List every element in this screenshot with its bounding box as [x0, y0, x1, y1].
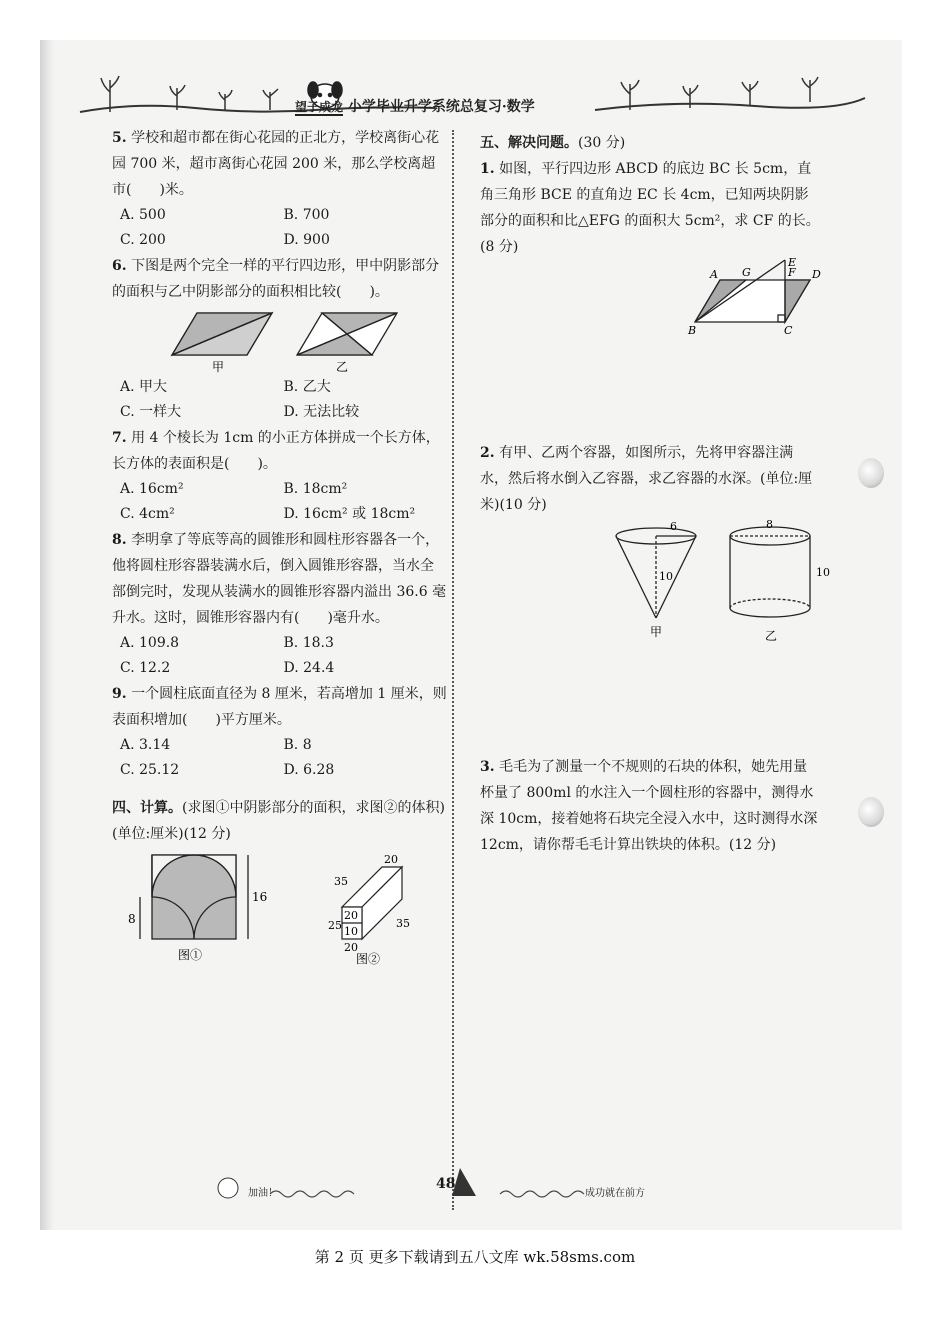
- question-text: 用 4 个棱长为 1cm 的小正方体拼成一个长方体，长方体的表面积是( )。: [112, 430, 440, 472]
- option: A. 109.8: [120, 635, 180, 651]
- problem-text: 如图，平行四边形 ABCD 的底边 BC 长 5cm，直角三角形 BCE 的直角边 EC 长 4cm，已知两块阴影部分的面积和比△EFG 的面积大 5cm²，求 CF 的长。(8 分): [480, 161, 820, 255]
- section-title: 五、解决问题。: [480, 135, 578, 151]
- point-D: D: [812, 268, 821, 281]
- question-text: 下图是两个完全一样的平行四边形，甲中阴影部分的面积与乙中阴影部分的面积相比较( )。: [112, 258, 440, 300]
- fig1-label: 图①: [178, 948, 203, 962]
- cylinder-diameter: 8: [766, 518, 773, 531]
- option: C. 25.12: [120, 762, 180, 778]
- option: A. 500: [120, 207, 166, 223]
- label-yi: 乙: [336, 360, 349, 374]
- option: A. 3.14: [120, 737, 171, 753]
- problem-2-figure: [480, 518, 830, 648]
- option: D. 24.4: [283, 660, 335, 676]
- question-9: 9. 一个圆柱底面直径为 8 厘米，若高增加 1 厘米，则表面积增加( )平方厘米。: [112, 686, 447, 728]
- fig2-dim: 20: [384, 853, 398, 866]
- footer-motto: 成功就在前方: [585, 1188, 645, 1199]
- problem-text: 有甲、乙两个容器，如图所示，先将甲容器注满水，然后将水倒入乙容器，求乙容器的水深。(单位:厘米)(10 分): [480, 445, 813, 513]
- point-G: G: [742, 266, 751, 279]
- fig2-dim: 10: [344, 925, 358, 938]
- brand-name: 望子成龙: [295, 100, 344, 114]
- option: B. 8: [283, 737, 312, 753]
- fig2-dim: 25: [328, 919, 342, 932]
- section-score: (30 分): [578, 135, 626, 151]
- question-8-options: [112, 631, 447, 681]
- page-number: 48: [436, 1176, 456, 1192]
- question-5-options: [112, 203, 447, 253]
- question-8: 8. 李明拿了等底等高的圆锥形和圆柱形容器各一个，他将圆柱形容器装满水后，倒入圆锥形容器，当水全部倒完时，发现从装满水的圆锥形容器内溢出 36.6 毫升水。这时，圆锥形容器内有( )毫升水。: [112, 532, 447, 626]
- parallelogram-yi: [297, 313, 397, 355]
- download-watermark: 第 2 页 更多下载请到五八文库 wk.58sms.com: [314, 1248, 636, 1266]
- question-text: 一个圆柱底面直径为 8 厘米，若高增加 1 厘米，则表面积增加( )平方厘米。: [112, 686, 447, 728]
- option: B. 700: [283, 207, 330, 223]
- fig2-dim: 35: [334, 875, 348, 888]
- option: C. 4cm²: [120, 506, 175, 522]
- question-6: 6. 下图是两个完全一样的平行四边形，甲中阴影部分的面积与乙中阴影部分的面积相比较( )。: [112, 258, 440, 300]
- label-jia: 甲: [212, 360, 225, 374]
- point-E: E: [788, 256, 797, 269]
- punch-hole: [858, 458, 884, 488]
- option: D. 900: [283, 232, 330, 248]
- question-text: 李明拿了等底等高的圆锥形和圆柱形容器各一个，他将圆柱形容器装满水后，倒入圆锥形容器，当水全部倒完时，发现从装满水的圆锥形容器内溢出 36.6 毫升水。这时，圆锥形容器内有( )毫升水。: [112, 532, 447, 626]
- question-text: 学校和超市都在街心花园的正北方，学校离街心花园 700 米，超市离街心花园 200 米，那么学校离超市( )米。: [112, 130, 440, 198]
- cone-radius: 6: [670, 520, 677, 533]
- option: B. 18cm²: [283, 481, 348, 497]
- calculation-figures: [112, 847, 447, 967]
- fig2-dim: 35: [396, 917, 410, 930]
- left-column: [112, 125, 447, 967]
- problem-text: 毛毛为了测量一个不规则的石块的体积，她先用量杯量了 800ml 的水注入一个圆柱形的容器中，测得水深 10cm，接着她将石块完全浸入水中，这时测得水深 12cm，请你帮毛毛计算出铁块的体积。(12 分): [480, 759, 818, 853]
- figure-1: [140, 855, 248, 939]
- parallelogram-figures: [112, 305, 447, 375]
- problem-3: 3. 毛毛为了测量一个不规则的石块的体积，她先用量杯量了 800ml 的水注入一个圆柱形的容器中，测得水深 10cm，接着她将石块完全浸入水中，这时测得水深 12cm，请你帮毛毛计算出铁块的体积。(12 分): [480, 759, 818, 853]
- cylinder-label: 乙: [765, 629, 778, 643]
- section-desc: (求图①中阴影部分的面积，求图②的体积)(单位:厘米)(12 分): [112, 800, 445, 842]
- option: B. 18.3: [283, 635, 334, 651]
- cone-jia: [616, 528, 696, 618]
- cone-height: 10: [659, 570, 673, 583]
- header-logo: [295, 96, 535, 116]
- option: A. 16cm²: [120, 481, 184, 497]
- option: D. 6.28: [283, 762, 335, 778]
- problem-1-figure: [480, 256, 821, 360]
- binding-edge: [40, 40, 54, 1230]
- parallelogram-jia: [172, 313, 272, 355]
- cone-label: 甲: [650, 625, 663, 639]
- option: D. 16cm² 或 18cm²: [283, 506, 416, 522]
- question-6-options: [112, 375, 447, 425]
- option: D. 无法比较: [283, 404, 360, 420]
- punch-hole: [858, 797, 884, 827]
- point-C: C: [784, 324, 793, 337]
- section-title: 四、计算。: [112, 800, 182, 816]
- fig2-dim: 20: [344, 941, 358, 954]
- option: C. 一样大: [120, 404, 182, 420]
- page-footer: [210, 1158, 690, 1208]
- option: C. 200: [120, 232, 166, 248]
- section-4-heading: [112, 795, 447, 847]
- question-7: 7. 用 4 个棱长为 1cm 的小正方体拼成一个长方体，长方体的表面积是( )。: [112, 430, 440, 472]
- point-A: A: [710, 268, 718, 281]
- question-5: 5. 学校和超市都在街心花园的正北方，学校离街心花园 700 米，超市离街心花园 200 米，那么学校离超市( )米。: [112, 130, 440, 198]
- book-title: 小学毕业升学系统总复习·数学: [347, 99, 535, 115]
- question-7-options: [112, 477, 447, 527]
- point-B: B: [688, 324, 697, 337]
- footer-cheer: 加油！: [248, 1188, 278, 1199]
- fig2-label: 图②: [356, 952, 381, 966]
- fig1-dim-16: 16: [252, 890, 268, 904]
- option: B. 乙大: [283, 379, 331, 395]
- fig1-dim-8: 8: [128, 912, 136, 926]
- question-9-options: [112, 733, 447, 783]
- option: A. 甲大: [120, 379, 168, 395]
- point-F: F: [788, 266, 796, 279]
- cylinder-yi: [730, 527, 810, 617]
- problem-2: 2. 有甲、乙两个容器，如图所示，先将甲容器注满水，然后将水倒入乙容器，求乙容器的水深。(单位:厘米)(10 分): [480, 445, 813, 513]
- right-column: [480, 130, 830, 858]
- column-divider: [452, 130, 454, 1210]
- option: C. 12.2: [120, 660, 171, 676]
- problem-1: 1. 如图，平行四边形 ABCD 的底边 BC 长 5cm，直角三角形 BCE 的直角边 EC 长 4cm，已知两块阴影部分的面积和比△EFG 的面积大 5cm²，求 CF 的长。(8 分): [480, 161, 820, 255]
- section-5-heading: [480, 130, 820, 156]
- cylinder-height: 10: [816, 566, 830, 579]
- fig2-dim: 20: [344, 909, 358, 922]
